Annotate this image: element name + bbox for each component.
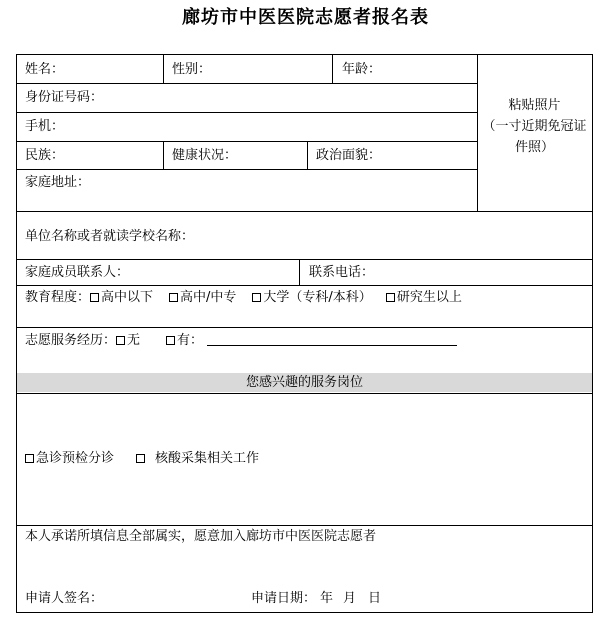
family-contact-label: 家庭成员联系人： [25, 265, 130, 280]
experience-option-yes: 有： [177, 333, 204, 348]
education-checkbox-university[interactable] [252, 293, 261, 302]
education-row [25, 290, 462, 306]
rule-row8 [17, 327, 592, 328]
politics-label: 政治面貌： [316, 148, 382, 163]
education-checkbox-postgraduate[interactable] [386, 293, 395, 302]
education-option-postgraduate: 研究生以上 [396, 290, 462, 305]
experience-row [25, 333, 457, 349]
rule-row4 [17, 169, 477, 170]
gender-label: 性别： [172, 62, 212, 77]
rule-row7 [17, 285, 592, 286]
education-option-university: 大学（专科/本科） [263, 290, 372, 305]
phone-label: 手机： [25, 119, 65, 134]
date-row [251, 591, 381, 607]
experience-label: 志愿服务经历： [25, 333, 117, 348]
experience-checkbox-none[interactable] [116, 336, 125, 345]
rule-row1 [17, 83, 477, 84]
interest-header: 您感兴趣的服务岗位 [245, 375, 363, 390]
rule-col-gender [163, 55, 164, 83]
ethnicity-label: 民族： [25, 148, 65, 163]
rule-row11 [17, 525, 592, 526]
signature-label: 申请人签名： [25, 591, 104, 606]
address-label: 家庭地址： [25, 175, 91, 190]
education-label: 教育程度： [25, 290, 91, 305]
form-title: 廊坊市中医医院志愿者报名表 [182, 7, 429, 28]
experience-checkbox-yes[interactable] [166, 336, 175, 345]
date-day: 日 [368, 591, 382, 606]
rule-col-contact-phone [299, 259, 300, 285]
rule-row6 [17, 259, 592, 260]
name-label: 姓名： [25, 62, 65, 77]
id-number-label: 身份证号码： [25, 90, 104, 105]
registration-form [16, 54, 593, 613]
rule-row3 [17, 141, 477, 142]
education-checkbox-high-school[interactable] [169, 293, 178, 302]
rule-col-health [163, 141, 164, 169]
education-option-high-school: 高中/中专 [180, 290, 237, 305]
pledge-text: 本人承诺所填信息全部属实，愿意加入廊坊市中医医院志愿者 [25, 529, 377, 544]
interest-option-nucleic-acid: 核酸采集相关工作 [155, 451, 260, 466]
photo-hint: （一寸近期免冠证件照） [482, 119, 587, 155]
experience-detail-line[interactable] [207, 333, 457, 346]
age-label: 年龄： [342, 62, 382, 77]
health-label: 健康状况： [172, 148, 238, 163]
workplace-label: 单位名称或者就读学校名称： [25, 229, 195, 244]
education-checkbox-below-high-school[interactable] [90, 293, 99, 302]
rule-row5 [17, 211, 592, 212]
rule-col-age [332, 55, 333, 83]
photo-label: 粘贴照片 [508, 98, 561, 113]
date-month: 月 [343, 591, 357, 606]
rule-col-politics [307, 141, 308, 169]
date-year: 年 [320, 591, 334, 606]
rule-row10 [17, 393, 592, 394]
experience-option-none: 无 [127, 333, 141, 348]
contact-phone-label: 联系电话： [309, 265, 375, 280]
interest-row [25, 451, 259, 467]
rule-row2 [17, 112, 477, 113]
education-option-below-high-school: 高中以下 [101, 290, 154, 305]
interest-option-triage: 急诊预检分诊 [36, 451, 115, 466]
photo-placeholder [477, 95, 592, 158]
interest-checkbox-triage[interactable] [25, 454, 34, 463]
date-label: 申请日期： [251, 591, 317, 606]
interest-checkbox-nucleic-acid[interactable] [136, 454, 145, 463]
